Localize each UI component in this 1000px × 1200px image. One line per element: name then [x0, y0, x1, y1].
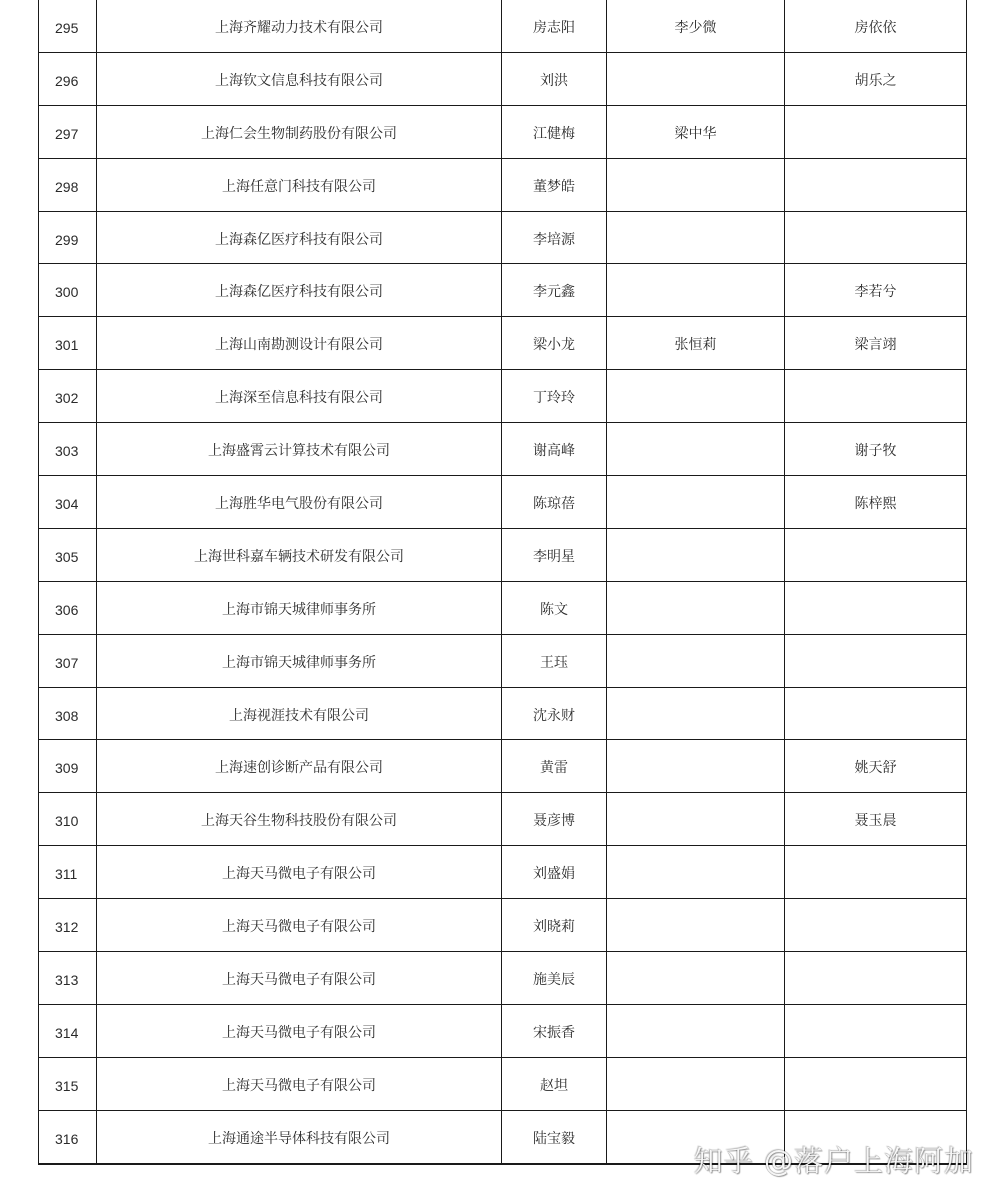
company-cell: [97, 793, 502, 846]
company-name: 上海仁会生物制药股份有限公司: [201, 125, 397, 142]
applicant-cell: [502, 793, 607, 846]
applicant-cell: [502, 105, 607, 158]
table-row: [39, 581, 967, 634]
row-number-cell: [39, 476, 97, 529]
applicant-cell: [502, 264, 607, 317]
table-row: [39, 211, 967, 264]
company-cell: [97, 1110, 502, 1163]
company-cell: [97, 528, 502, 581]
applicant-cell: [502, 740, 607, 793]
spouse-name: 李少微: [674, 20, 717, 36]
company-name: 上海深至信息科技有限公司: [215, 390, 383, 407]
table-row: [39, 317, 967, 370]
row-number: 295: [55, 20, 79, 36]
child-cell: [785, 105, 967, 158]
spouse-cell: [607, 264, 785, 317]
child-name: 梁言翊: [854, 337, 897, 354]
company-name: 上海市锦天城律师事务所: [222, 654, 376, 671]
child-cell: [785, 211, 967, 264]
company-cell: [97, 581, 502, 634]
row-number: 312: [55, 919, 79, 936]
applicant-name: 董梦皓: [533, 178, 575, 195]
child-name: 姚天舒: [854, 760, 897, 777]
row-number-cell: [39, 1057, 97, 1110]
applicant-name: 陈琼蓓: [533, 496, 575, 513]
child-cell: [785, 952, 967, 1005]
applicant-name: 刘盛娟: [533, 866, 575, 883]
company-name: 上海天马微电子有限公司: [222, 1024, 376, 1041]
spouse-cell: [607, 740, 785, 793]
row-number-cell: [39, 1004, 97, 1057]
company-cell: [97, 634, 502, 687]
row-number-cell: [39, 0, 97, 52]
company-name: 上海视涯技术有限公司: [229, 707, 369, 724]
spouse-name: [607, 793, 784, 812]
row-number: 297: [55, 125, 79, 142]
applicant-cell: [502, 1057, 607, 1110]
company-name: 上海盛霄云计算技术有限公司: [208, 443, 390, 460]
row-number: 313: [55, 972, 79, 989]
spouse-cell: [607, 52, 785, 105]
row-number-cell: [39, 423, 97, 476]
spouse-name: [607, 635, 784, 654]
row-number-cell: [39, 581, 97, 634]
company-cell: [97, 476, 502, 529]
row-number-cell: [39, 158, 97, 211]
child-name: 聂玉晨: [854, 813, 897, 830]
company-name: 上海市锦天城律师事务所: [222, 601, 376, 618]
zhihu-watermark: 知乎 @落户上海阿加: [693, 1144, 974, 1178]
spouse-cell: [607, 952, 785, 1005]
child-name: [785, 899, 966, 918]
spouse-cell: [607, 370, 785, 423]
applicant-name: 刘晓莉: [533, 919, 575, 936]
table-row: [39, 740, 967, 793]
spouse-name: 张恒莉: [674, 337, 717, 354]
table-row: [39, 899, 967, 952]
company-cell: [97, 1004, 502, 1057]
applicant-cell: [502, 0, 607, 52]
applicant-cell: [502, 317, 607, 370]
company-cell: [97, 105, 502, 158]
spouse-cell: [607, 476, 785, 529]
row-number-cell: [39, 846, 97, 899]
spouse-name: [607, 952, 784, 971]
company-cell: [97, 158, 502, 211]
spouse-name: 梁中华: [674, 125, 717, 142]
table-row: [39, 423, 967, 476]
child-cell: [785, 634, 967, 687]
child-cell: [785, 528, 967, 581]
applicant-name: 施美辰: [533, 972, 575, 989]
company-name: 上海天马微电子有限公司: [222, 866, 376, 883]
table-row: [39, 0, 967, 52]
company-name: 上海通途半导体科技有限公司: [208, 1130, 390, 1147]
child-name: [785, 1005, 966, 1024]
applicant-name: 聂彦博: [533, 813, 575, 830]
company-name: 上海天谷生物科技股份有限公司: [201, 813, 397, 830]
table-row: [39, 846, 967, 899]
child-name: [785, 370, 966, 389]
spouse-cell: [607, 423, 785, 476]
applicant-cell: [502, 846, 607, 899]
spouse-cell: [607, 105, 785, 158]
child-name: [785, 688, 966, 707]
row-number: 296: [55, 72, 79, 89]
applicant-name: 黄雷: [540, 760, 568, 777]
company-cell: [97, 846, 502, 899]
child-cell: [785, 1004, 967, 1057]
spouse-cell: [607, 158, 785, 211]
row-number: 307: [55, 654, 79, 671]
company-cell: [97, 1057, 502, 1110]
spouse-name: [607, 1111, 784, 1130]
spouse-cell: [607, 581, 785, 634]
spouse-name: [607, 1005, 784, 1024]
child-name: [785, 635, 966, 654]
row-number-cell: [39, 52, 97, 105]
child-cell: [785, 158, 967, 211]
applicant-cell: [502, 52, 607, 105]
company-cell: [97, 52, 502, 105]
table-row: [39, 1057, 967, 1110]
row-number-cell: [39, 952, 97, 1005]
applicant-name: 谢高峰: [533, 443, 575, 460]
applicant-cell: [502, 581, 607, 634]
row-number: 306: [55, 601, 79, 618]
company-cell: [97, 740, 502, 793]
spouse-cell: [607, 528, 785, 581]
applicant-name: 沈永财: [533, 707, 575, 724]
child-name: [785, 106, 966, 125]
row-number-cell: [39, 105, 97, 158]
table-row: [39, 1004, 967, 1057]
table-row: [39, 476, 967, 529]
table-row: [39, 105, 967, 158]
spouse-cell: [607, 0, 785, 52]
spouse-name: [607, 53, 784, 72]
applicant-name: 王珏: [540, 654, 568, 671]
company-name: 上海胜华电气股份有限公司: [215, 496, 383, 513]
row-number: 309: [55, 760, 79, 777]
row-number: 304: [55, 496, 79, 513]
applicant-name: 李明星: [533, 548, 575, 565]
row-number-cell: [39, 370, 97, 423]
row-number: 316: [55, 1130, 79, 1147]
table-row: [39, 528, 967, 581]
child-cell: [785, 370, 967, 423]
table-row: [39, 687, 967, 740]
table-row: [39, 793, 967, 846]
child-name: 胡乐之: [854, 72, 897, 89]
child-cell: [785, 740, 967, 793]
applicant-cell: [502, 634, 607, 687]
applicant-name: 宋振香: [533, 1024, 575, 1041]
row-number-cell: [39, 264, 97, 317]
company-cell: [97, 687, 502, 740]
applicant-cell: [502, 952, 607, 1005]
company-name: 上海任意门科技有限公司: [222, 178, 376, 195]
table-row: [39, 52, 967, 105]
spouse-cell: [607, 211, 785, 264]
child-cell: [785, 476, 967, 529]
child-name: 房依依: [854, 20, 897, 36]
spouse-name: [607, 1058, 784, 1077]
spouse-cell: [607, 793, 785, 846]
spouse-name: [607, 264, 784, 283]
row-number-cell: [39, 687, 97, 740]
row-number-cell: [39, 740, 97, 793]
table-row: [39, 264, 967, 317]
spouse-cell: [607, 634, 785, 687]
company-name: 上海森亿医疗科技有限公司: [215, 231, 383, 248]
company-cell: [97, 370, 502, 423]
applicant-name: 丁玲玲: [533, 390, 575, 407]
row-number: 300: [55, 284, 79, 301]
spouse-cell: [607, 1057, 785, 1110]
company-name: 上海天马微电子有限公司: [222, 972, 376, 989]
child-cell: [785, 846, 967, 899]
company-name: 上海森亿医疗科技有限公司: [215, 284, 383, 301]
applicant-cell: [502, 899, 607, 952]
row-number: 305: [55, 548, 79, 565]
company-name: 上海齐耀动力技术有限公司: [215, 20, 383, 36]
spouse-name: [607, 159, 784, 178]
applicant-cell: [502, 687, 607, 740]
company-name: 上海世科嘉车辆技术研发有限公司: [194, 548, 404, 565]
child-cell: [785, 899, 967, 952]
company-cell: [97, 952, 502, 1005]
row-number-cell: [39, 211, 97, 264]
child-cell: [785, 1057, 967, 1110]
table-row: [39, 952, 967, 1005]
child-name: [785, 212, 966, 231]
row-number-cell: [39, 1110, 97, 1163]
applicant-name: 房志阳: [533, 20, 575, 36]
applicant-cell: [502, 211, 607, 264]
applicant-name: 江健梅: [533, 125, 575, 142]
child-cell: [785, 264, 967, 317]
applicant-name: 李培源: [533, 231, 575, 248]
applicant-cell: [502, 423, 607, 476]
company-cell: [97, 0, 502, 52]
child-cell: [785, 52, 967, 105]
spouse-cell: [607, 317, 785, 370]
spouse-cell: [607, 1004, 785, 1057]
row-number: 299: [55, 231, 79, 248]
spouse-cell: [607, 846, 785, 899]
applicant-cell: [502, 1004, 607, 1057]
child-name: [785, 1058, 966, 1077]
row-number: 308: [55, 707, 79, 724]
company-cell: [97, 423, 502, 476]
spouse-name: [607, 688, 784, 707]
spouse-name: [607, 370, 784, 389]
child-name: 谢子牧: [854, 443, 897, 460]
spouse-name: [607, 476, 784, 495]
row-number-cell: [39, 634, 97, 687]
spouse-name: [607, 423, 784, 442]
child-cell: [785, 687, 967, 740]
spouse-name: [607, 582, 784, 601]
child-cell: [785, 317, 967, 370]
applicant-name: 陆宝毅: [533, 1130, 575, 1147]
row-number: 303: [55, 443, 79, 460]
spouse-name: [607, 846, 784, 865]
applicant-name: 陈文: [540, 601, 568, 618]
row-number: 298: [55, 178, 79, 195]
child-name: [785, 159, 966, 178]
applicant-cell: [502, 370, 607, 423]
roster-table: [38, 0, 967, 1165]
child-name: [785, 1111, 966, 1130]
company-name: 上海天马微电子有限公司: [222, 1077, 376, 1094]
child-name: [785, 582, 966, 601]
applicant-cell: [502, 528, 607, 581]
company-cell: [97, 211, 502, 264]
company-cell: [97, 264, 502, 317]
applicant-name: 赵坦: [540, 1077, 568, 1094]
applicant-name: 梁小龙: [533, 337, 575, 354]
company-name: 上海天马微电子有限公司: [222, 919, 376, 936]
child-name: 李若兮: [854, 284, 897, 301]
row-number-cell: [39, 317, 97, 370]
child-cell: [785, 793, 967, 846]
row-number: 310: [55, 813, 79, 830]
table-row: [39, 158, 967, 211]
applicant-name: 刘洪: [540, 72, 568, 89]
company-cell: [97, 899, 502, 952]
table-row: [39, 634, 967, 687]
table-row: [39, 370, 967, 423]
applicant-cell: [502, 476, 607, 529]
row-number: 311: [55, 866, 78, 883]
spouse-name: [607, 212, 784, 231]
spouse-cell: [607, 899, 785, 952]
row-number: 315: [55, 1077, 79, 1094]
company-name: 上海山南勘测设计有限公司: [215, 337, 383, 354]
spouse-cell: [607, 687, 785, 740]
spouse-name: [607, 740, 784, 759]
child-name: [785, 529, 966, 548]
spouse-name: [607, 529, 784, 548]
child-name: [785, 952, 966, 971]
company-name: 上海钦文信息科技有限公司: [215, 72, 383, 89]
row-number: 301: [55, 337, 79, 354]
row-number: 314: [55, 1024, 79, 1041]
spouse-name: [607, 899, 784, 918]
company-cell: [97, 317, 502, 370]
child-cell: [785, 423, 967, 476]
child-cell: [785, 0, 967, 52]
applicant-name: 李元鑫: [533, 284, 575, 301]
company-name: 上海速创诊断产品有限公司: [215, 760, 383, 777]
applicant-cell: [502, 1110, 607, 1163]
child-name: [785, 846, 966, 865]
child-name: 陈梓熙: [854, 496, 897, 513]
child-cell: [785, 581, 967, 634]
row-number: 302: [55, 390, 79, 407]
row-number-cell: [39, 528, 97, 581]
applicant-cell: [502, 158, 607, 211]
row-number-cell: [39, 793, 97, 846]
roster-body: [39, 0, 967, 1164]
row-number-cell: [39, 899, 97, 952]
